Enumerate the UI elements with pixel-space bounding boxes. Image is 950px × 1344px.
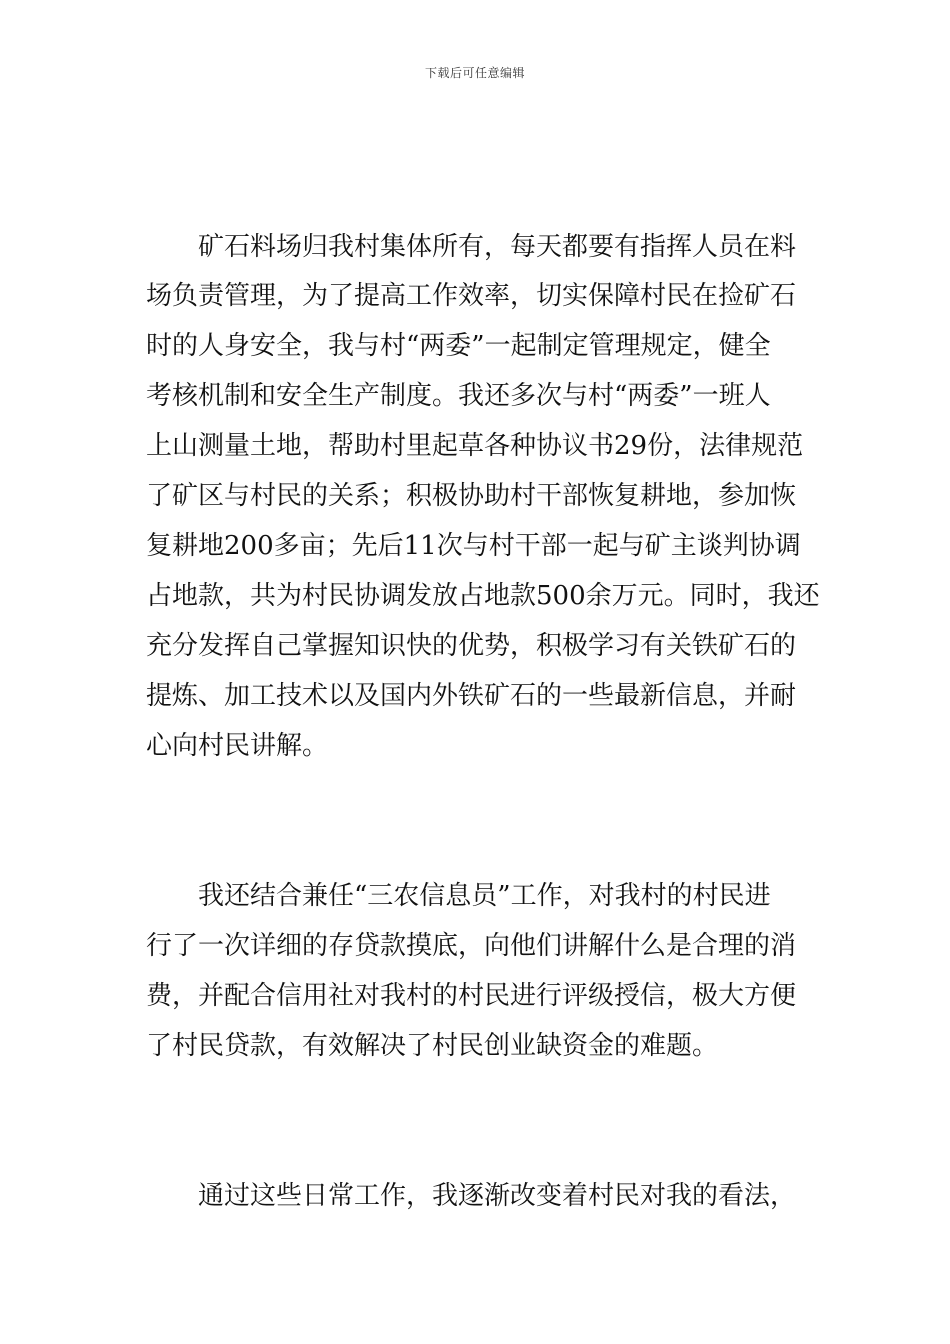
paragraph-1-line-2: 场负责管理，为了提高工作效率，切实保障村民在捡矿石 bbox=[146, 281, 797, 311]
paragraph-2-line-2: 行了一次详细的存贷款摸底，向他们讲解什么是合理的消 bbox=[146, 931, 797, 961]
paragraph-1-line-7: 复耕地200多亩；先后11次与村干部一起与矿主谈判协调 bbox=[146, 531, 801, 561]
paragraph-1-line-11: 心向村民讲解。 bbox=[146, 731, 329, 761]
paragraph-2-line-1: 我还结合兼任“三农信息员”工作，对我村的村民进 bbox=[198, 881, 771, 911]
paragraph-1-line-6: 了矿区与村民的关系；积极协助村干部恢复耕地，参加恢 bbox=[146, 481, 797, 511]
paragraph-1-line-4: 考核机制和安全生产制度。我还多次与村“两委”一班人 bbox=[146, 381, 771, 411]
paragraph-1-line-5: 上山测量土地，帮助村里起草各种协议书29份，法律规范 bbox=[146, 431, 804, 461]
paragraph-3-line-1: 通过这些日常工作，我逐渐改变着村民对我的看法， bbox=[198, 1181, 797, 1211]
paragraph-2-line-4: 了村民贷款，有效解决了村民创业缺资金的难题。 bbox=[146, 1031, 719, 1061]
paragraph-1-line-8: 占地款，共为村民协调发放占地款500余万元。同时，我还 bbox=[146, 581, 820, 611]
paragraph-1-line-3: 时的人身安全，我与村“两委”一起制定管理规定，健全 bbox=[146, 331, 771, 361]
page-header: 下载后可任意编辑 bbox=[424, 66, 525, 80]
paragraph-1-line-10: 提炼、加工技术以及国内外铁矿石的一些最新信息，并耐 bbox=[146, 681, 797, 711]
paragraph-1-line-9: 充分发挥自己掌握知识快的优势，积极学习有关铁矿石的 bbox=[146, 631, 797, 661]
paragraph-1-line-1: 矿石料场归我村集体所有，每天都要有指挥人员在料 bbox=[198, 232, 797, 262]
paragraph-2-line-3: 费，并配合信用社对我村的村民进行评级授信，极大方便 bbox=[146, 981, 797, 1011]
